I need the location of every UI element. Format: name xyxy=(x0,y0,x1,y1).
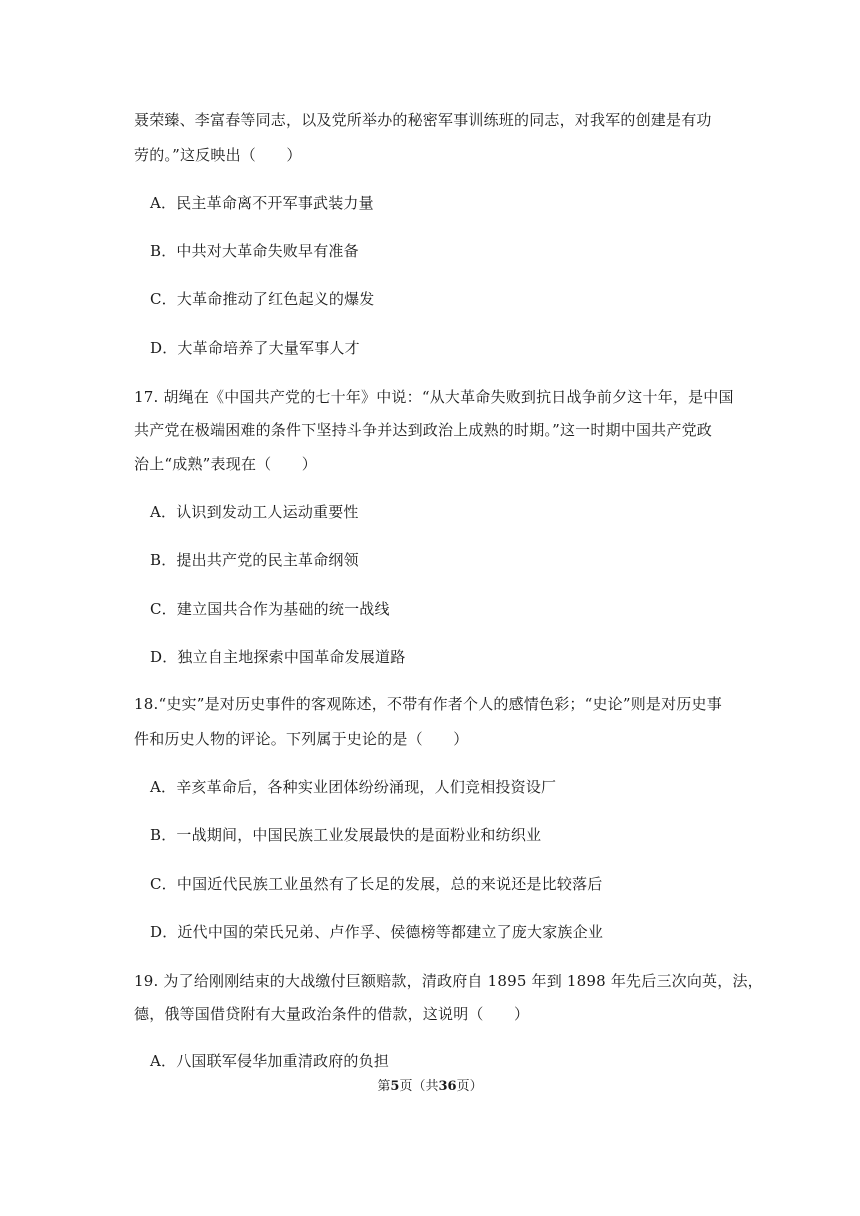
q18-stem-line-1: 18.“史实”是对历史事件的客观陈述，不带有作者个人的感情色彩；“史论”则是对历史事 xyxy=(134,695,722,713)
q19-stem-line-1: 19. 为了给刚刚结束的大战缴付巨额赔款，清政府自 1895 年到 1898 年先后三次向英，法， xyxy=(134,972,763,990)
q17-option-a: A．认识到发动工人运动重要性 xyxy=(150,503,359,521)
q16-stem-line-2: 劳的。”这反映出（ ） xyxy=(134,146,302,164)
q16-option-c: C．大革命推动了红色起义的爆发 xyxy=(150,290,375,308)
q19-option-a: A．八国联军侵华加重清政府的负担 xyxy=(150,1052,390,1070)
q16-option-d: D．大革命培养了大量军事人才 xyxy=(150,339,360,357)
footer-suffix: 页） xyxy=(456,1079,483,1094)
footer-prefix: 第 xyxy=(377,1079,391,1094)
q17-stem-line-2: 共产党在极端困难的条件下坚持斗争并达到政治上成熟的时期。”这一时期中国共产党政 xyxy=(134,421,712,439)
q16-stem-line-1: 聂荣臻、李富春等同志，以及党所举办的秘密军事训练班的同志，对我军的创建是有功 xyxy=(134,111,712,129)
footer-page-number: 5 xyxy=(390,1079,400,1094)
q17-option-b: B．提出共产党的民主革命纲领 xyxy=(150,551,359,569)
footer-total-pages: 36 xyxy=(438,1079,457,1094)
q18-stem-line-2: 件和历史人物的评论。下列属于史论的是（ ） xyxy=(134,730,469,748)
q16-option-b: B．中共对大革命失败早有准备 xyxy=(150,242,359,260)
footer-middle: 页（共 xyxy=(399,1079,439,1094)
q17-option-c: C．建立国共合作为基础的统一战线 xyxy=(150,600,390,618)
q18-option-d: D．近代中国的荣氏兄弟、卢作孚、侯德榜等都建立了庞大家族企业 xyxy=(150,923,604,941)
q17-option-d: D．独立自主地探索中国革命发展道路 xyxy=(150,648,406,666)
q19-stem-line-2: 德，俄等国借贷附有大量政治条件的借款，这说明（ ） xyxy=(134,1005,530,1023)
q18-option-c: C．中国近代民族工业虽然有了长足的发展，总的来说还是比较落后 xyxy=(150,875,603,893)
q16-option-a: A．民主革命离不开军事武装力量 xyxy=(150,194,374,212)
q18-option-b: B．一战期间，中国民族工业发展最快的是面粉业和纺织业 xyxy=(150,826,542,844)
q17-stem-line-1: 17. 胡绳在《中国共产党的七十年》中说：“从大革命失败到抗日战争前夕这十年，是中国 xyxy=(134,388,734,406)
page-footer xyxy=(0,1078,860,1096)
q18-option-a: A．辛亥革命后，各种实业团体纷纷涌现，人们竞相投资设厂 xyxy=(150,778,557,796)
q17-stem-line-3: 治上“成熟”表现在（ ） xyxy=(134,455,317,473)
